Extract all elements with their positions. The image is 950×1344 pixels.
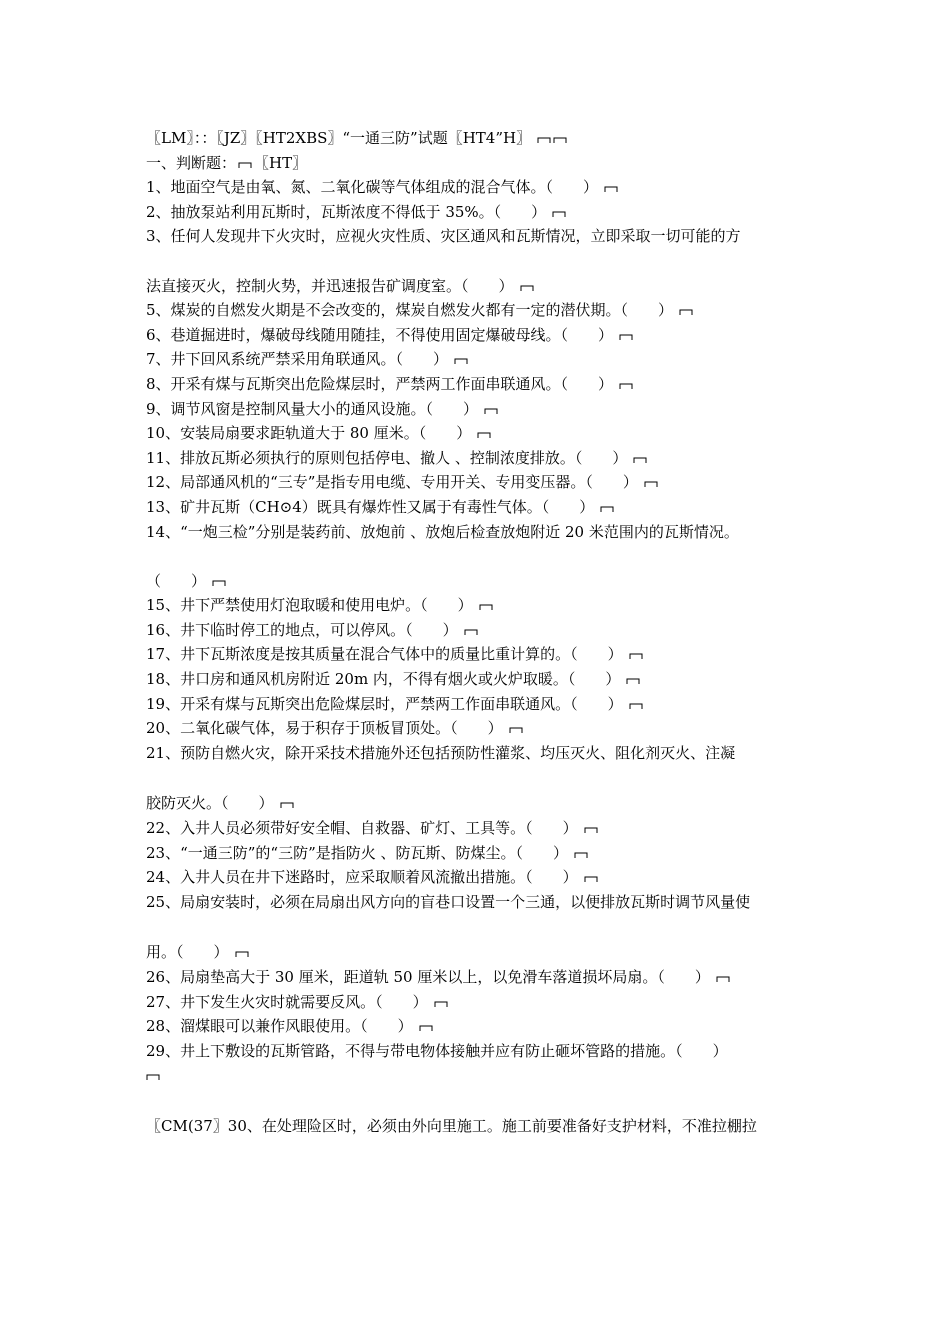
blank-line [146,1088,814,1114]
section-heading: 一、判断题： 〖HT〗 [146,153,308,172]
question-13: 13、矿井瓦斯（CH⊙4）既具有爆炸性又属于有毒性气体。（ ） [146,495,814,520]
document-page [146,126,814,1139]
blank-line [146,249,814,274]
paragraph-mark-icon [520,284,534,292]
paragraph-mark-icon [537,136,551,144]
paragraph-mark-icon [644,480,658,488]
paragraph-mark-icon [280,801,294,809]
paragraph-mark-icon [477,431,491,439]
paragraph-mark-icon [212,579,226,587]
question-15: 15、井下严禁使用灯泡取暖和使用电炉。（ ） [146,593,814,618]
question-14-continued: （ ） [146,569,814,594]
blank-line [146,765,814,791]
paragraph-mark-icon [629,652,643,660]
question-2: 2、抽放泵站利用瓦斯时，瓦斯浓度不得低于 35%。（ ） [146,200,814,225]
paragraph-mark-icon [235,950,249,958]
paragraph-mark-icon [146,1073,160,1081]
question-11: 11、排放瓦斯必须执行的原则包括停电、撤人 、控制浓度排放。（ ） [146,446,814,471]
question-27: 27、井下发生火灾时就需要反风。（ ） [146,990,814,1015]
paragraph-mark-icon [509,726,523,734]
question-18: 18、井口房和通风机房附近 20m 内，不得有烟火或火炉取暖。（ ） [146,667,814,692]
paragraph-mark-icon [626,677,640,685]
paragraph-mark-icon [584,875,598,883]
paragraph-mark-icon [716,975,730,983]
question-28: 28、溜煤眼可以兼作风眼使用。（ ） [146,1014,814,1039]
paragraph-mark-icon [619,382,633,390]
question-29: 29、井上下敷设的瓦斯管路，不得与带电物体接触并应有防止砸坏管路的措施。（ ） [146,1041,728,1060]
paragraph-mark-icon [484,407,498,415]
question-29-mark-line [146,1063,814,1088]
question-26: 26、局扇垫高大于 30 厘米，距道轨 50 厘米以上，以免滑车落道损坏局扇。（ ） [146,965,814,990]
question-17: 17、井下瓦斯浓度是按其质量在混合气体中的质量比重计算的。（ ） [146,642,814,667]
question-19: 19、开采有煤与瓦斯突出危险煤层时，严禁两工作面串联通风。（ ） [146,692,814,717]
question-7: 7、井下回风系统严禁采用角联通风。（ ） [146,347,814,372]
paragraph-mark-icon [679,308,693,316]
paragraph-mark-icon [552,210,566,218]
question-8: 8、开采有煤与瓦斯突出危险煤层时，严禁两工作面串联通风。（ ） [146,372,814,397]
question-20: 20、二氧化碳气体，易于积存于顶板冒顶处。（ ） [146,716,814,741]
paragraph-mark-icon [454,357,468,365]
paragraph-mark-icon [434,1000,448,1008]
question-6: 6、巷道掘进时，爆破母线随用随挂，不得使用固定爆破母线。（ ） [146,323,814,348]
paragraph-mark-icon [619,333,633,341]
paragraph-mark-icon [238,161,252,169]
paragraph-mark-icon [604,185,618,193]
question-3-continued: 法直接灭火，控制火势，并迅速报告矿调度室。（ ） [146,274,814,299]
question-9: 9、调节风窗是控制风量大小的通风设施。（ ） [146,397,814,422]
question-3: 3、任何人发现井下火灾时，应视火灾性质、灾区通风和瓦斯情况，立即采取一切可能的方 [146,227,741,246]
question-5: 5、煤炭的自燃发火期是不会改变的，煤炭自燃发火都有一定的潜伏期。（ ） [146,298,814,323]
question-10: 10、安装局扇要求距轨道大于 80 厘米。（ ） [146,421,814,446]
paragraph-mark-icon [464,628,478,636]
paragraph-mark-icon [629,702,643,710]
question-24: 24、入井人员在井下迷路时，应采取顺着风流撤出措施。（ ） [146,865,814,890]
question-21: 21、预防自燃火灾，除开采技术措施外还包括预防性灌浆、均压灭火、阻化剂灭火、注凝 [146,743,736,762]
question-14: 14、“一炮三检”分别是装药前、放炮前 、放炮后检查放炮附近 20 米范围内的瓦斯情况。 [146,522,739,541]
question-16: 16、井下临时停工的地点，可以停风。（ ） [146,618,814,643]
question-1: 1、地面空气是由氧、氮、二氧化碳等气体组成的混合气体。（ ） [146,175,814,200]
question-12: 12、局部通风机的“三专”是指专用电缆、专用开关、专用变压器。（ ） [146,470,814,495]
paragraph-mark-icon [584,826,598,834]
paragraph-mark-icon [479,603,493,611]
blank-line [146,544,814,569]
paragraph-mark-icon [600,505,614,513]
question-21-continued: 胶防灭火。（ ） [146,791,814,816]
title-line: 〖LM〗：：〖JZ〗〖HT2XBS〗“一通三防”试题〖HT4”H〗 [146,126,814,151]
paragraph-mark-icon [553,136,567,144]
paragraph-mark-icon [419,1024,433,1032]
question-22: 22、入井人员必须带好安全帽、自救器、矿灯、工具等。（ ） [146,816,814,841]
question-25: 25、局扇安装时，必须在局扇出风方向的盲巷口设置一个三通，以便排放瓦斯时调节风量使 [146,892,751,911]
question-30: 〖CM(37〗30、在处理险区时，必须由外向里施工。施工前要准备好支护材料，不准拉棚拉 [146,1116,757,1135]
paragraph-mark-icon [633,456,647,464]
paragraph-mark-icon [574,851,588,859]
question-23: 23、“一通三防”的“三防”是指防火 、防瓦斯、防煤尘。（ ） [146,841,814,866]
blank-line [146,914,814,940]
question-25-continued: 用。（ ） [146,940,814,965]
